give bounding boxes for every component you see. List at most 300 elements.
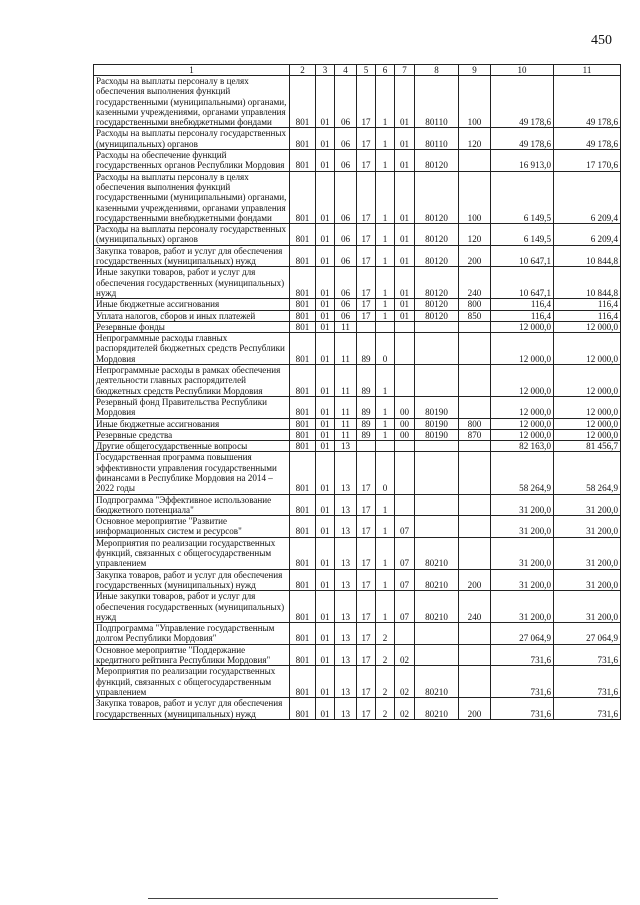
column-header-6: 6 — [376, 65, 395, 76]
code-cell: 801 — [290, 310, 316, 321]
amount-cell: 58 264,9 — [554, 452, 621, 494]
table-row — [94, 516, 621, 538]
expense-type-cell — [459, 666, 491, 698]
expense-type-cell: 240 — [459, 267, 491, 299]
event-cell: 01 — [395, 267, 415, 299]
direction-cell: 80120 — [415, 310, 459, 321]
amount-cell: 6 209,4 — [554, 171, 621, 223]
item-name-cell: Резервный фонд Правительства Республики Мордовия — [94, 396, 290, 418]
amount-cell: 731,6 — [491, 698, 554, 720]
program-cell: 17 — [357, 516, 376, 538]
subsection-cell: 06 — [335, 150, 357, 172]
expense-type-cell — [459, 396, 491, 418]
direction-cell: 80120 — [415, 267, 459, 299]
amount-cell: 31 200,0 — [554, 537, 621, 569]
item-name-cell: Расходы на обеспечение функций государственных органов Республики Мордовия — [94, 150, 290, 172]
expense-type-cell — [459, 644, 491, 666]
code-cell: 801 — [290, 452, 316, 494]
section-cell: 01 — [316, 310, 335, 321]
subsection-cell: 06 — [335, 245, 357, 267]
program-cell: 17 — [357, 76, 376, 128]
program-cell: 17 — [357, 310, 376, 321]
column-header-10: 10 — [491, 65, 554, 76]
amount-cell: 17 170,6 — [554, 150, 621, 172]
code-cell: 801 — [290, 396, 316, 418]
amount-cell: 12 000,0 — [491, 429, 554, 440]
amount-cell: 27 064,9 — [491, 623, 554, 645]
direction-cell: 80210 — [415, 591, 459, 623]
subprogram-cell: 1 — [376, 150, 395, 172]
section-cell: 01 — [316, 441, 335, 452]
event-cell — [395, 365, 415, 397]
item-name-cell: Иные закупки товаров, работ и услуг для обеспечения государственных (муниципальных) нужд — [94, 591, 290, 623]
amount-cell: 12 000,0 — [491, 333, 554, 365]
expense-type-cell — [459, 333, 491, 365]
amount-cell: 731,6 — [554, 698, 621, 720]
budget-table — [93, 64, 621, 720]
subprogram-cell: 2 — [376, 666, 395, 698]
code-cell: 801 — [290, 299, 316, 310]
direction-cell — [415, 452, 459, 494]
table-row — [94, 365, 621, 397]
section-cell: 01 — [316, 365, 335, 397]
subprogram-cell: 1 — [376, 429, 395, 440]
subprogram-cell: 1 — [376, 516, 395, 538]
program-cell: 17 — [357, 171, 376, 223]
program-cell: 17 — [357, 267, 376, 299]
subsection-cell: 13 — [335, 666, 357, 698]
expense-type-cell — [459, 494, 491, 516]
subprogram-cell: 1 — [376, 310, 395, 321]
event-cell: 01 — [395, 150, 415, 172]
code-cell: 801 — [290, 441, 316, 452]
item-name-cell: Другие общегосударственные вопросы — [94, 441, 290, 452]
table-row — [94, 644, 621, 666]
amount-cell: 116,4 — [491, 310, 554, 321]
subsection-cell: 06 — [335, 76, 357, 128]
program-cell: 89 — [357, 418, 376, 429]
item-name-cell: Расходы на выплаты персоналу государственных (муниципальных) органов — [94, 128, 290, 150]
program-cell: 17 — [357, 666, 376, 698]
expense-type-cell: 800 — [459, 418, 491, 429]
event-cell: 07 — [395, 516, 415, 538]
amount-cell: 12 000,0 — [554, 365, 621, 397]
item-name-cell: Мероприятия по реализации государственных функций, связанных с общегосударственным управлением — [94, 666, 290, 698]
code-cell: 801 — [290, 623, 316, 645]
column-header-8: 8 — [415, 65, 459, 76]
subsection-cell: 06 — [335, 299, 357, 310]
section-cell: 01 — [316, 698, 335, 720]
section-cell: 01 — [316, 591, 335, 623]
column-header-5: 5 — [357, 65, 376, 76]
expense-type-cell: 850 — [459, 310, 491, 321]
amount-cell: 6 149,5 — [491, 224, 554, 246]
subsection-cell: 13 — [335, 537, 357, 569]
program-cell: 17 — [357, 128, 376, 150]
program-cell: 17 — [357, 537, 376, 569]
direction-cell: 80110 — [415, 76, 459, 128]
amount-cell: 10 647,1 — [491, 245, 554, 267]
subprogram-cell: 1 — [376, 591, 395, 623]
item-name-cell: Расходы на выплаты персоналу государственных (муниципальных) органов — [94, 224, 290, 246]
event-cell: 02 — [395, 698, 415, 720]
code-cell: 801 — [290, 666, 316, 698]
amount-cell: 12 000,0 — [554, 321, 621, 332]
section-cell: 01 — [316, 569, 335, 591]
program-cell: 89 — [357, 429, 376, 440]
subprogram-cell: 0 — [376, 333, 395, 365]
item-name-cell: Закупка товаров, работ и услуг для обеспечения государственных (муниципальных) нужд — [94, 569, 290, 591]
code-cell: 801 — [290, 333, 316, 365]
expense-type-cell — [459, 321, 491, 332]
amount-cell: 31 200,0 — [491, 537, 554, 569]
direction-cell — [415, 321, 459, 332]
amount-cell: 12 000,0 — [491, 396, 554, 418]
subsection-cell: 13 — [335, 644, 357, 666]
amount-cell: 49 178,6 — [491, 76, 554, 128]
table-row — [94, 299, 621, 310]
subsection-cell: 06 — [335, 224, 357, 246]
subprogram-cell: 2 — [376, 698, 395, 720]
column-header-1: 1 — [94, 65, 290, 76]
amount-cell: 10 844,8 — [554, 267, 621, 299]
section-cell: 01 — [316, 537, 335, 569]
table-row — [94, 171, 621, 223]
section-cell: 01 — [316, 299, 335, 310]
subprogram-cell: 1 — [376, 76, 395, 128]
table-row — [94, 321, 621, 332]
item-name-cell: Закупка товаров, работ и услуг для обеспечения государственных (муниципальных) нужд — [94, 698, 290, 720]
section-cell: 01 — [316, 429, 335, 440]
amount-cell: 31 200,0 — [491, 591, 554, 623]
item-name-cell: Подпрограмма "Эффективное использование бюджетного потенциала" — [94, 494, 290, 516]
table-row — [94, 591, 621, 623]
amount-cell: 31 200,0 — [554, 591, 621, 623]
column-header-3: 3 — [316, 65, 335, 76]
direction-cell: 80190 — [415, 396, 459, 418]
amount-cell: 12 000,0 — [491, 321, 554, 332]
program-cell: 17 — [357, 644, 376, 666]
direction-cell: 80120 — [415, 245, 459, 267]
expense-type-cell — [459, 452, 491, 494]
program-cell: 17 — [357, 452, 376, 494]
subsection-cell: 11 — [335, 333, 357, 365]
event-cell: 07 — [395, 591, 415, 623]
subsection-cell: 11 — [335, 321, 357, 332]
direction-cell: 80210 — [415, 537, 459, 569]
subprogram-cell: 1 — [376, 494, 395, 516]
direction-cell — [415, 494, 459, 516]
section-cell: 01 — [316, 267, 335, 299]
amount-cell: 16 913,0 — [491, 150, 554, 172]
expense-type-cell: 100 — [459, 76, 491, 128]
amount-cell: 49 178,6 — [491, 128, 554, 150]
section-cell: 01 — [316, 321, 335, 332]
amount-cell: 12 000,0 — [491, 365, 554, 397]
event-cell — [395, 333, 415, 365]
event-cell: 00 — [395, 396, 415, 418]
amount-cell: 31 200,0 — [554, 569, 621, 591]
item-name-cell: Непрограммные расходы в рамках обеспечения деятельности главных распорядителей бюджетных средств Республики Мордовия — [94, 365, 290, 397]
amount-cell: 31 200,0 — [491, 494, 554, 516]
amount-cell: 31 200,0 — [491, 516, 554, 538]
program-cell — [357, 321, 376, 332]
amount-cell: 116,4 — [554, 299, 621, 310]
item-name-cell: Непрограммные расходы главных распорядителей бюджетных средств Республики Мордовия — [94, 333, 290, 365]
amount-cell: 12 000,0 — [554, 429, 621, 440]
program-cell: 17 — [357, 698, 376, 720]
table-row — [94, 666, 621, 698]
table-row — [94, 267, 621, 299]
event-cell: 01 — [395, 76, 415, 128]
direction-cell: 80210 — [415, 666, 459, 698]
subprogram-cell: 2 — [376, 644, 395, 666]
direction-cell: 80210 — [415, 698, 459, 720]
event-cell: 07 — [395, 537, 415, 569]
table-row — [94, 623, 621, 645]
subsection-cell: 11 — [335, 429, 357, 440]
code-cell: 801 — [290, 516, 316, 538]
direction-cell: 80120 — [415, 299, 459, 310]
program-cell: 17 — [357, 569, 376, 591]
direction-cell — [415, 516, 459, 538]
subsection-cell: 13 — [335, 698, 357, 720]
subprogram-cell: 1 — [376, 396, 395, 418]
expense-type-cell: 240 — [459, 591, 491, 623]
table-row — [94, 310, 621, 321]
item-name-cell: Расходы на выплаты персоналу в целях обеспечения выполнения функций государственными (муниципальными) органами, казенными учреждениями, органами управления государственными внебюджетными фондами — [94, 171, 290, 223]
amount-cell: 12 000,0 — [554, 418, 621, 429]
amount-cell: 58 264,9 — [491, 452, 554, 494]
table-row — [94, 245, 621, 267]
subprogram-cell: 1 — [376, 418, 395, 429]
event-cell: 01 — [395, 299, 415, 310]
amount-cell: 49 178,6 — [554, 128, 621, 150]
subprogram-cell: 2 — [376, 623, 395, 645]
column-header-7: 7 — [395, 65, 415, 76]
event-cell — [395, 623, 415, 645]
amount-cell: 31 200,0 — [554, 516, 621, 538]
direction-cell — [415, 333, 459, 365]
table-row — [94, 76, 621, 128]
section-cell: 01 — [316, 128, 335, 150]
section-cell: 01 — [316, 623, 335, 645]
subsection-cell: 13 — [335, 452, 357, 494]
subsection-cell: 13 — [335, 623, 357, 645]
amount-cell: 116,4 — [491, 299, 554, 310]
amount-cell: 10 844,8 — [554, 245, 621, 267]
section-cell: 01 — [316, 150, 335, 172]
header-row — [94, 65, 621, 76]
event-cell — [395, 321, 415, 332]
direction-cell: 80110 — [415, 128, 459, 150]
program-cell: 89 — [357, 333, 376, 365]
amount-cell: 12 000,0 — [554, 396, 621, 418]
program-cell — [357, 441, 376, 452]
subsection-cell: 13 — [335, 591, 357, 623]
expense-type-cell — [459, 623, 491, 645]
item-name-cell: Расходы на выплаты персоналу в целях обеспечения выполнения функций государственными (муниципальными) органами, казенными учреждениями, органами управления государственными внебюджетными фондами — [94, 76, 290, 128]
event-cell: 01 — [395, 245, 415, 267]
section-cell: 01 — [316, 452, 335, 494]
expense-type-cell — [459, 516, 491, 538]
code-cell: 801 — [290, 171, 316, 223]
expense-type-cell — [459, 537, 491, 569]
direction-cell — [415, 441, 459, 452]
table-row — [94, 698, 621, 720]
amount-cell: 31 200,0 — [554, 494, 621, 516]
item-name-cell: Основное мероприятие "Развитие информационных систем и ресурсов" — [94, 516, 290, 538]
column-header-4: 4 — [335, 65, 357, 76]
event-cell — [395, 452, 415, 494]
subprogram-cell: 1 — [376, 128, 395, 150]
table-row — [94, 537, 621, 569]
code-cell: 801 — [290, 267, 316, 299]
amount-cell: 116,4 — [554, 310, 621, 321]
direction-cell: 80120 — [415, 224, 459, 246]
section-cell: 01 — [316, 516, 335, 538]
section-cell: 01 — [316, 333, 335, 365]
subsection-cell: 13 — [335, 569, 357, 591]
code-cell: 801 — [290, 569, 316, 591]
expense-type-cell: 120 — [459, 128, 491, 150]
subprogram-cell — [376, 321, 395, 332]
amount-cell: 731,6 — [491, 666, 554, 698]
item-name-cell: Закупка товаров, работ и услуг для обеспечения государственных (муниципальных) нужд — [94, 245, 290, 267]
amount-cell: 82 163,0 — [491, 441, 554, 452]
item-name-cell: Резервные средства — [94, 429, 290, 440]
subprogram-cell: 1 — [376, 245, 395, 267]
direction-cell: 80120 — [415, 150, 459, 172]
event-cell: 01 — [395, 310, 415, 321]
subsection-cell: 13 — [335, 516, 357, 538]
subsection-cell: 13 — [335, 494, 357, 516]
amount-cell: 731,6 — [554, 644, 621, 666]
program-cell: 17 — [357, 224, 376, 246]
program-cell: 17 — [357, 623, 376, 645]
item-name-cell: Государственная программа повышения эффективности управления государственными финансами в Республике Мордовия на 2014 – 2022 годы — [94, 452, 290, 494]
code-cell: 801 — [290, 365, 316, 397]
table-row — [94, 452, 621, 494]
section-cell: 01 — [316, 644, 335, 666]
table-row — [94, 494, 621, 516]
code-cell: 801 — [290, 537, 316, 569]
table-row — [94, 333, 621, 365]
subsection-cell: 06 — [335, 267, 357, 299]
direction-cell: 80120 — [415, 171, 459, 223]
table-row — [94, 128, 621, 150]
expense-type-cell: 120 — [459, 224, 491, 246]
code-cell: 801 — [290, 224, 316, 246]
section-cell: 01 — [316, 224, 335, 246]
amount-cell: 12 000,0 — [554, 333, 621, 365]
code-cell: 801 — [290, 698, 316, 720]
item-name-cell: Иные бюджетные ассигнования — [94, 299, 290, 310]
subprogram-cell — [376, 441, 395, 452]
code-cell: 801 — [290, 245, 316, 267]
subprogram-cell: 1 — [376, 171, 395, 223]
section-cell: 01 — [316, 76, 335, 128]
code-cell: 801 — [290, 644, 316, 666]
section-cell: 01 — [316, 171, 335, 223]
program-cell: 89 — [357, 365, 376, 397]
amount-cell: 731,6 — [491, 644, 554, 666]
column-header-11: 11 — [554, 65, 621, 76]
footer-line — [148, 898, 498, 899]
event-cell: 00 — [395, 429, 415, 440]
amount-cell: 31 200,0 — [491, 569, 554, 591]
subsection-cell: 11 — [335, 418, 357, 429]
item-name-cell: Основное мероприятие "Поддержание кредитного рейтинга Республики Мордовия" — [94, 644, 290, 666]
section-cell: 01 — [316, 396, 335, 418]
section-cell: 01 — [316, 245, 335, 267]
expense-type-cell: 200 — [459, 698, 491, 720]
direction-cell — [415, 365, 459, 397]
direction-cell — [415, 644, 459, 666]
page-number: 450 — [591, 33, 612, 48]
code-cell: 801 — [290, 321, 316, 332]
expense-type-cell — [459, 150, 491, 172]
event-cell: 07 — [395, 569, 415, 591]
section-cell: 01 — [316, 494, 335, 516]
subsection-cell: 13 — [335, 441, 357, 452]
expense-type-cell — [459, 441, 491, 452]
subsection-cell: 06 — [335, 128, 357, 150]
event-cell: 00 — [395, 418, 415, 429]
item-name-cell: Подпрограмма "Управление государственным долгом Республики Мордовия" — [94, 623, 290, 645]
table-row — [94, 224, 621, 246]
expense-type-cell: 800 — [459, 299, 491, 310]
column-header-2: 2 — [290, 65, 316, 76]
code-cell: 801 — [290, 591, 316, 623]
subsection-cell: 06 — [335, 310, 357, 321]
direction-cell: 80210 — [415, 569, 459, 591]
table-row — [94, 441, 621, 452]
amount-cell: 12 000,0 — [491, 418, 554, 429]
amount-cell: 27 064,9 — [554, 623, 621, 645]
direction-cell: 80190 — [415, 418, 459, 429]
amount-cell: 6 209,4 — [554, 224, 621, 246]
amount-cell: 81 456,7 — [554, 441, 621, 452]
program-cell: 17 — [357, 245, 376, 267]
table-row — [94, 150, 621, 172]
subsection-cell: 11 — [335, 396, 357, 418]
table-row — [94, 396, 621, 418]
event-cell: 01 — [395, 224, 415, 246]
code-cell: 801 — [290, 76, 316, 128]
subprogram-cell: 0 — [376, 452, 395, 494]
amount-cell: 10 647,1 — [491, 267, 554, 299]
event-cell — [395, 441, 415, 452]
subprogram-cell: 1 — [376, 267, 395, 299]
amount-cell: 731,6 — [554, 666, 621, 698]
table-body — [94, 76, 621, 720]
item-name-cell: Мероприятия по реализации государственных функций, связанных с общегосударственным управлением — [94, 537, 290, 569]
subsection-cell: 06 — [335, 171, 357, 223]
direction-cell: 80190 — [415, 429, 459, 440]
expense-type-cell: 200 — [459, 245, 491, 267]
section-cell: 01 — [316, 418, 335, 429]
amount-cell: 6 149,5 — [491, 171, 554, 223]
event-cell: 01 — [395, 128, 415, 150]
section-cell: 01 — [316, 666, 335, 698]
subprogram-cell: 1 — [376, 365, 395, 397]
table-row — [94, 418, 621, 429]
program-cell: 17 — [357, 150, 376, 172]
event-cell: 02 — [395, 644, 415, 666]
direction-cell — [415, 623, 459, 645]
event-cell: 01 — [395, 171, 415, 223]
